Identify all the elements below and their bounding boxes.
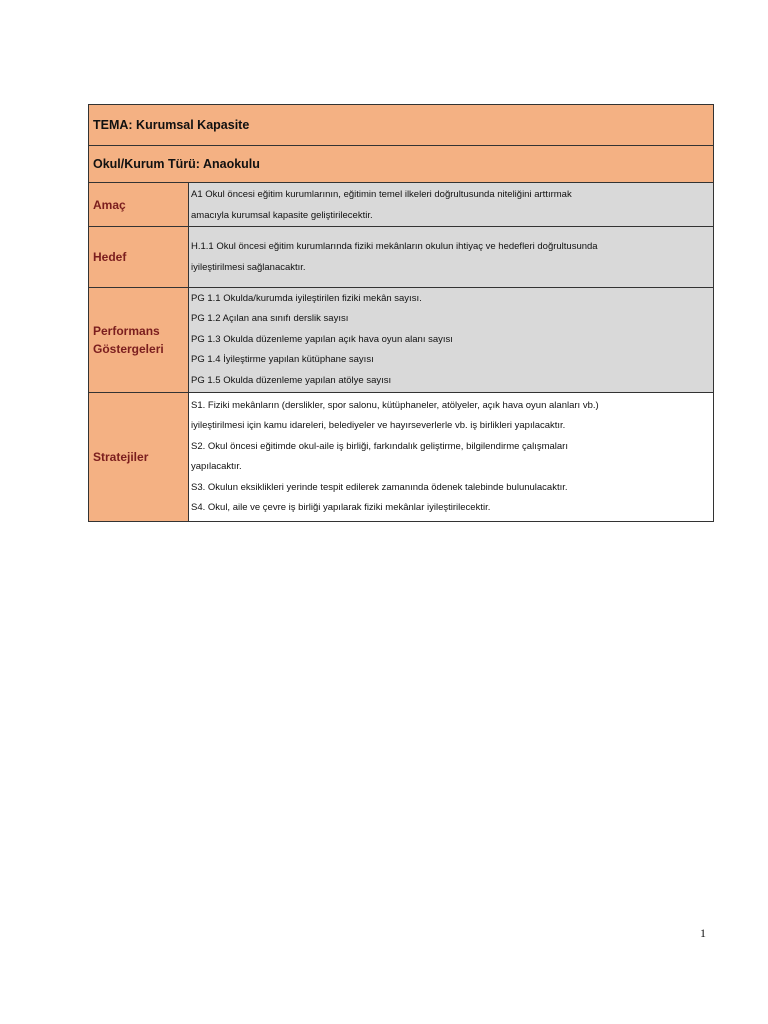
- strategy-line: iyileştirilmesi için kamu idareleri, belediyeler ve hayırseverlerle vb. iş birlikleri yapılacaktır.: [191, 420, 566, 431]
- performance-indicators-text: Performans Göstergeleri: [93, 324, 164, 356]
- theme-header: TEMA: Kurumsal Kapasite: [89, 105, 714, 146]
- target-line: H.1.1 Okul öncesi eğitim kurumlarında fiziki mekânların okulun ihtiyaç ve hedefleri doğrultusunda: [191, 241, 598, 252]
- indicator-line: PG 1.4 İyileştirme yapılan kütüphane sayısı: [191, 354, 374, 366]
- strategy-line: S4. Okul, aile ve çevre iş birliği yapılarak fiziki mekânlar iyileştirilecektir.: [191, 502, 491, 513]
- indicator-line: PG 1.1 Okulda/kurumda iyileştirilen fiziki mekân sayısı.: [191, 292, 422, 304]
- strategy-line: yapılacaktır.: [191, 461, 242, 472]
- target-line: iyileştirilmesi sağlanacaktır.: [191, 262, 306, 273]
- goal-line: amacıyla kurumsal kapasite geliştirilecektir.: [191, 209, 373, 221]
- strategies-content: [189, 393, 714, 522]
- strategies-label: Stratejiler: [89, 393, 189, 522]
- institution-type-header: Okul/Kurum Türü: Anaokulu: [89, 146, 714, 183]
- strategy-line: S2. Okul öncesi eğitimde okul-aile iş birliği, farkındalık geliştirme, bilgilendirme çalışmaları: [191, 440, 568, 452]
- target-content: [189, 227, 714, 288]
- indicator-line: PG 1.2 Açılan ana sınıfı derslik sayısı: [191, 313, 349, 325]
- target-label: Hedef: [89, 227, 189, 288]
- indicator-line: PG 1.5 Okulda düzenleme yapılan atölye sayısı: [191, 374, 392, 386]
- goal-content: [189, 183, 714, 227]
- page-number: 1: [700, 926, 706, 940]
- indicator-line: PG 1.3 Okulda düzenleme yapılan açık hava oyun alanı sayısı: [191, 333, 453, 345]
- strategy-line: S3. Okulun eksiklikleri yerinde tespit edilerek zamanında ödenek talebinde bulunulacaktır.: [191, 481, 568, 493]
- goal-line: A1 Okul öncesi eğitim kurumlarının, eğitimin temel ilkeleri doğrultusunda niteliğini arttırmak: [191, 188, 572, 200]
- performance-indicators-content: [189, 288, 714, 393]
- strategy-table: [88, 104, 714, 522]
- strategy-line: S1. Fiziki mekânların (derslikler, spor salonu, kütüphaneler, atölyeler, açık hava oyun alanları vb.): [191, 399, 599, 411]
- goal-label: Amaç: [89, 183, 189, 227]
- performance-indicators-label: [89, 288, 189, 393]
